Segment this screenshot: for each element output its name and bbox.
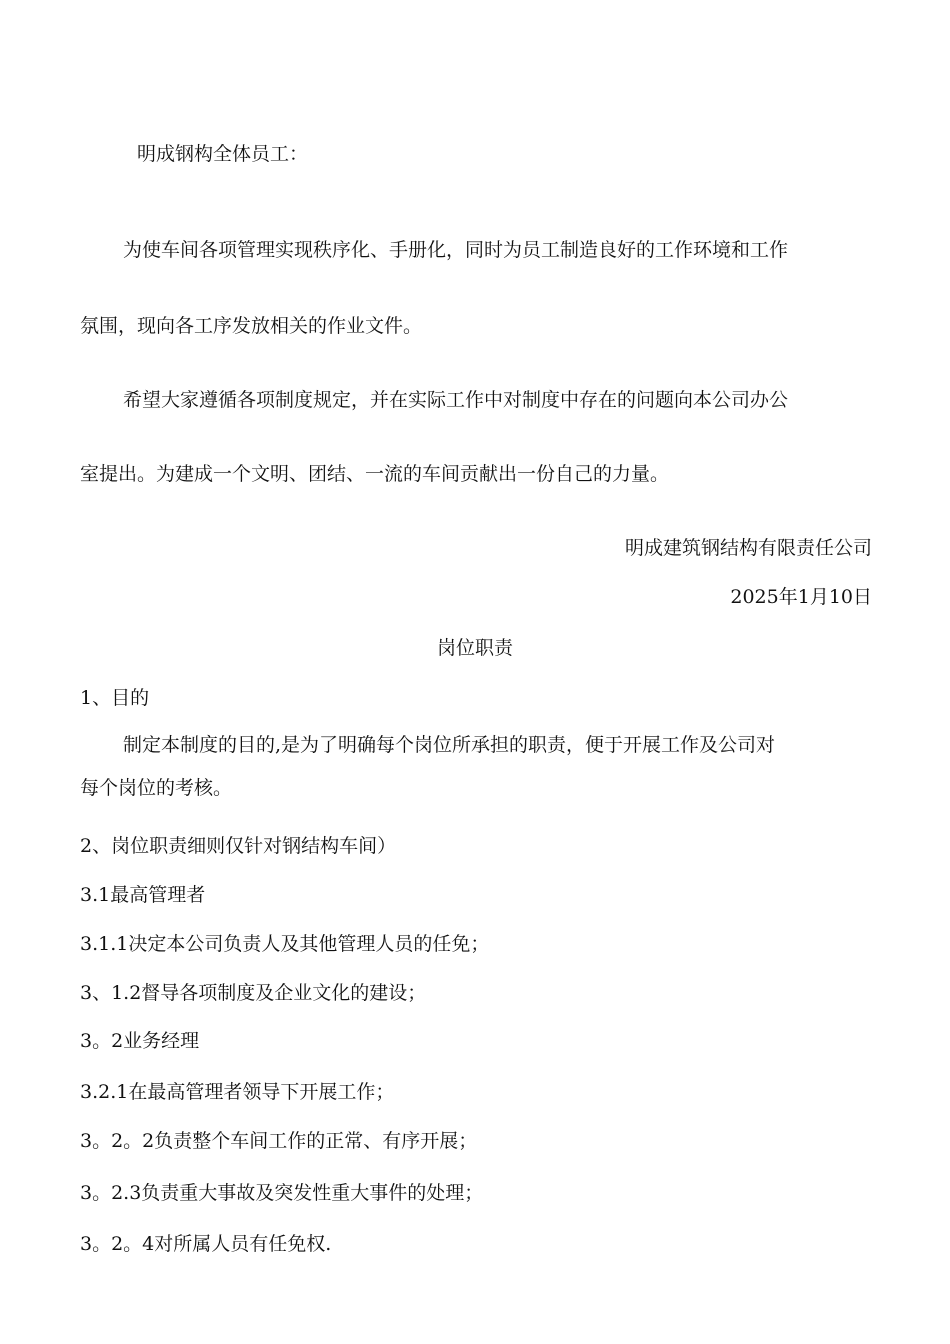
paragraph-1-line-1: 为使车间各项管理实现秩序化、手册化，同时为员工制造良好的工作环境和工作 (123, 239, 789, 261)
section-title: 岗位职责 (436, 637, 513, 659)
signature-company: 明成建筑钢结构有限责任公司 (624, 537, 872, 559)
paragraph-2-line-2: 室提出。为建成一个文明、团结、一流的车间贡献出一份自己的力量。 (80, 463, 670, 485)
paragraph-1-line-2: 氛围，现向各工序发放相关的作业文件。 (80, 315, 423, 337)
list-item: 3.1.1决定本公司负责人及其他管理人员的任免； (80, 933, 490, 955)
list-item: 3。2业务经理 (80, 1030, 200, 1052)
salutation: 明成钢构全体员工： (137, 143, 309, 165)
list-item: 3。2。4对所属人员有任免权. (80, 1233, 332, 1255)
list-item: 3.1最高管理者 (80, 884, 206, 906)
list-item: 3.2.1在最高管理者领导下开展工作； (80, 1081, 395, 1103)
list-item: 3。2.3负责重大事故及突发性重大事件的处理； (80, 1182, 484, 1204)
paragraph-2-line-1: 希望大家遵循各项制度规定，并在实际工作中对制度中存在的问题向本公司办公 (123, 389, 789, 411)
rules-heading: 2、岗位职责细则仅针对钢结构车间） (80, 835, 397, 857)
purpose-heading: 1、目的 (80, 687, 150, 709)
signature-date: 2025年1月10日 (730, 586, 872, 608)
list-item: 3、1.2督导各项制度及企业文化的建设； (80, 982, 427, 1004)
purpose-line-1: 制定本制度的目的,是为了明确每个岗位所承担的职责，便于开展工作及公司对 (123, 734, 776, 756)
list-item: 3。2。2负责整个车间工作的正常、有序开展； (80, 1130, 478, 1152)
purpose-line-2: 每个岗位的考核。 (80, 777, 233, 799)
